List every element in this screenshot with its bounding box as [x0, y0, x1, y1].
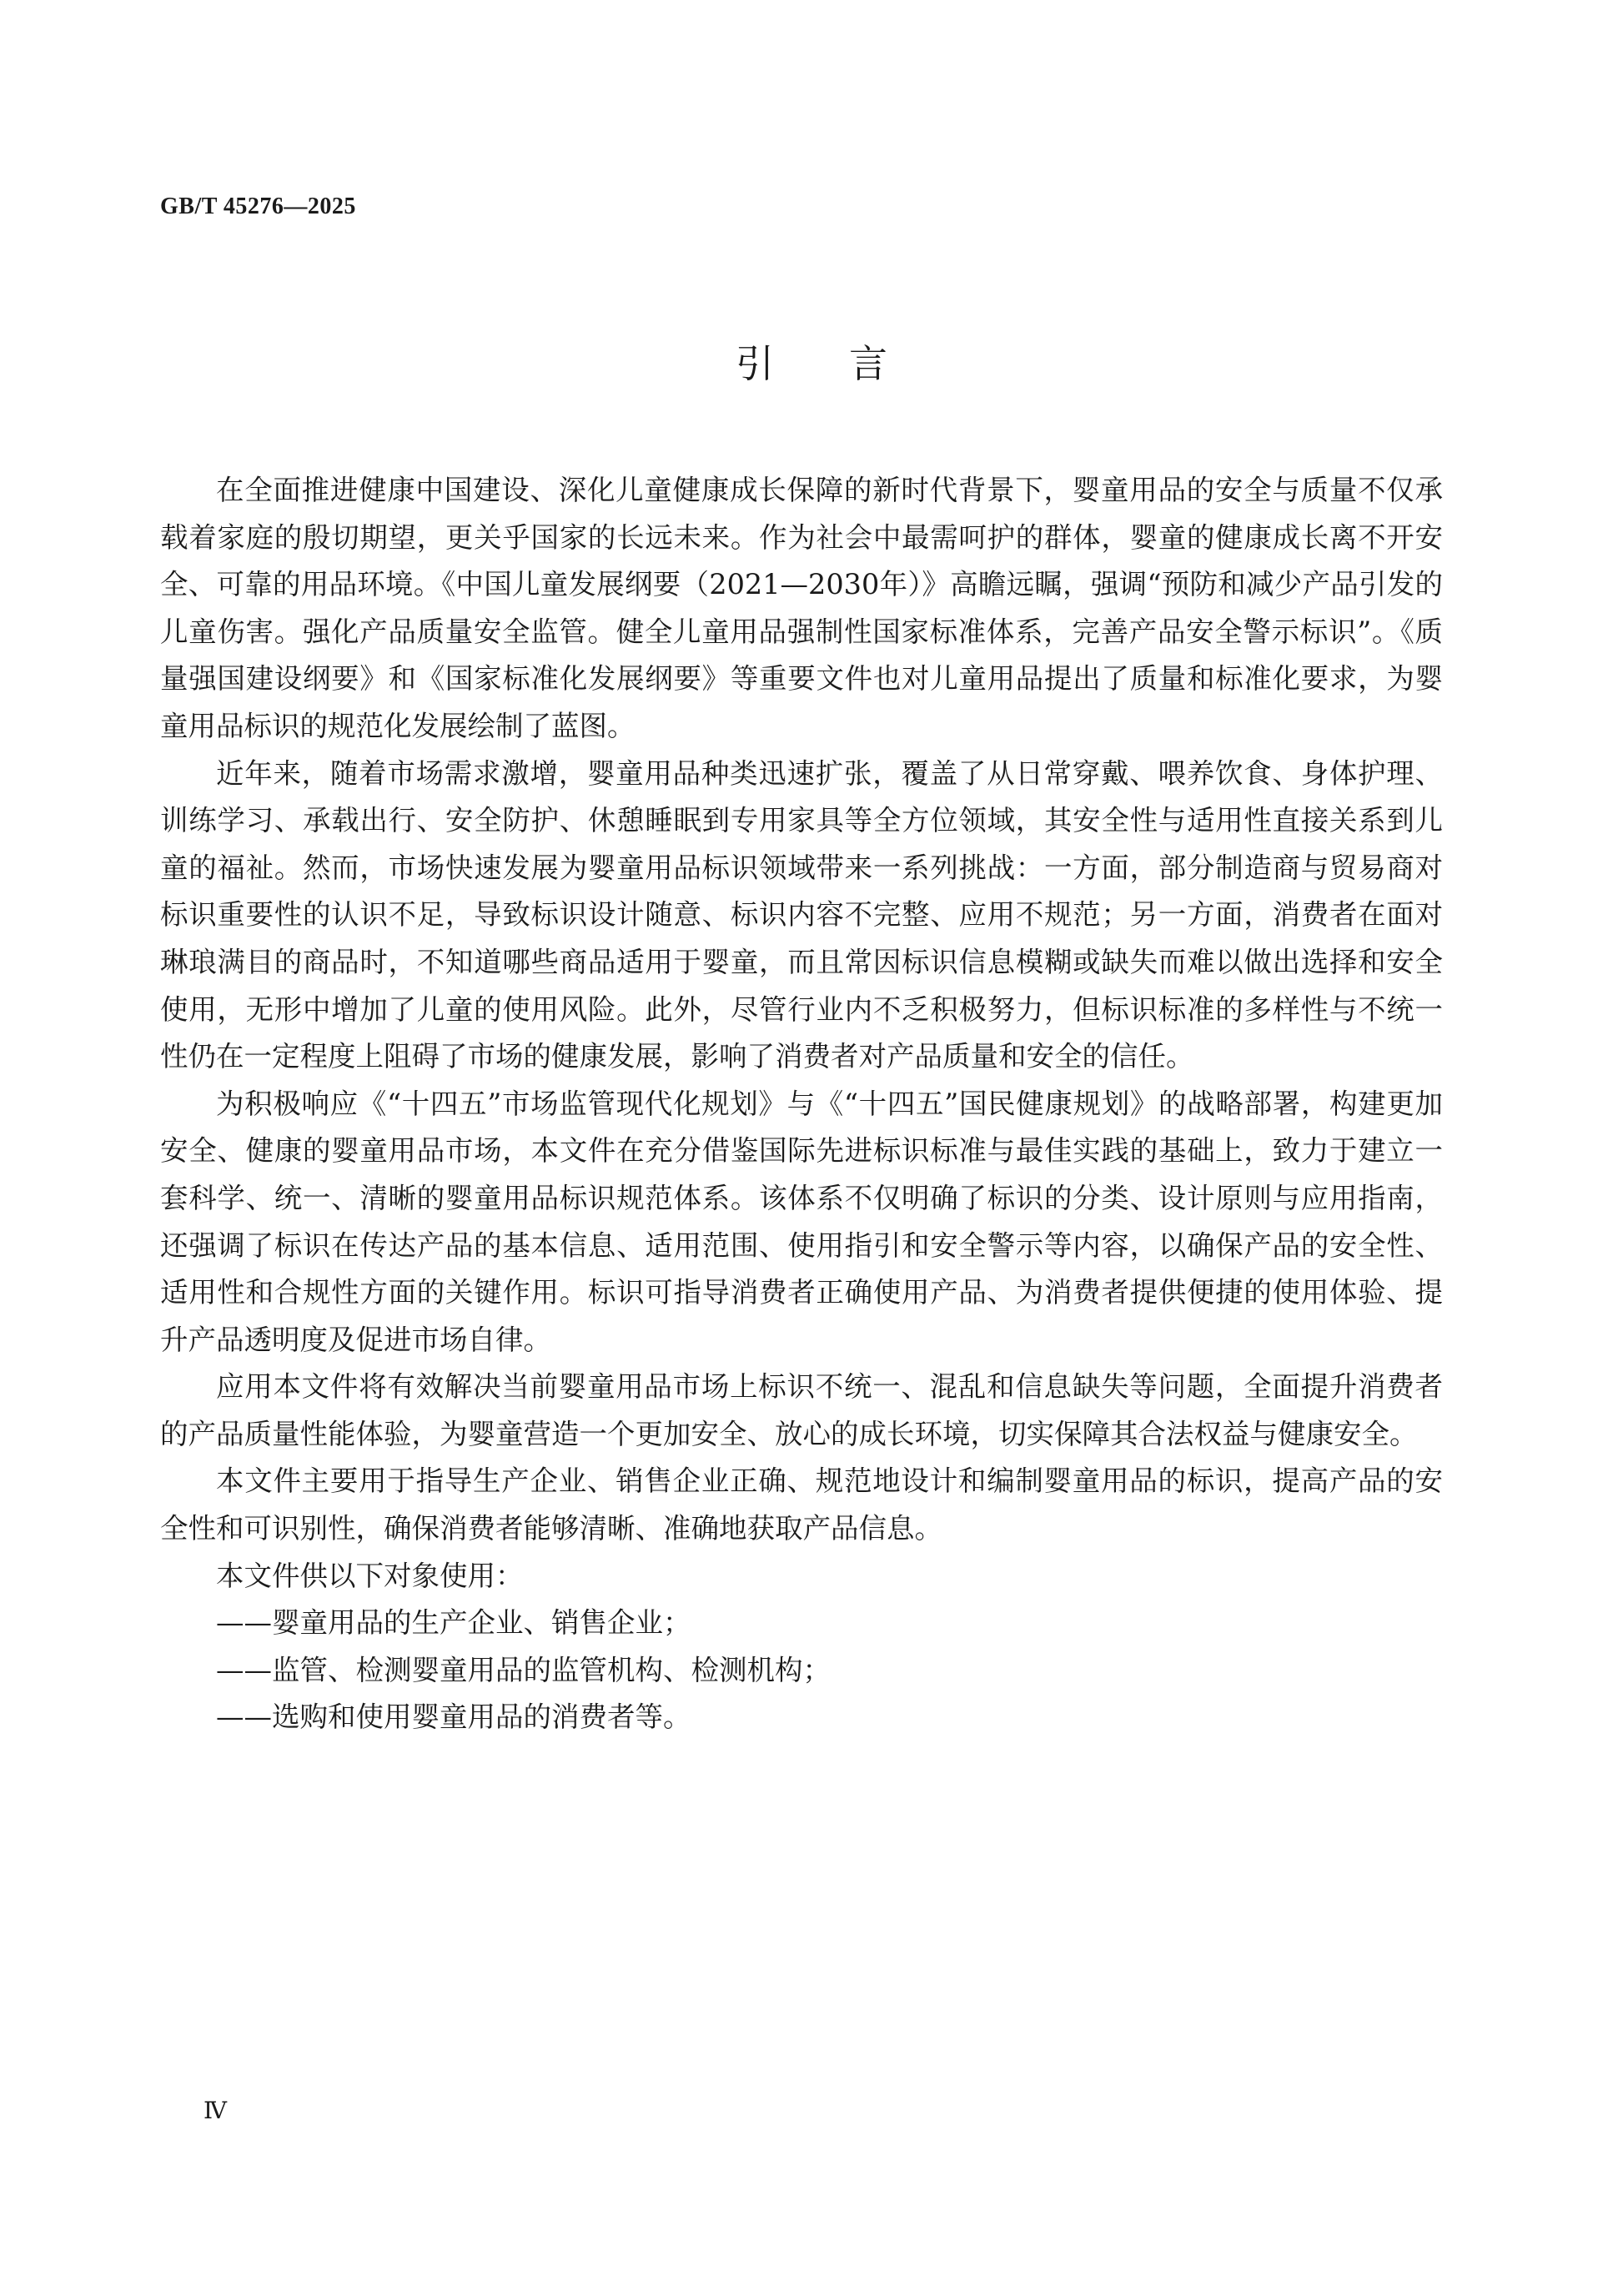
document-code: GB/T 45276—2025 — [160, 193, 356, 219]
paragraph: 近年来，随着市场需求激增，婴童用品种类迅速扩张，覆盖了从日常穿戴、喂养饮食、身体护理、训练学习、承载出行、安全防护、休憩睡眠到专用家具等全方位领域，其安全性与适用性直接关系到儿童的福祉。然而，市场快速发展为婴童用品标识领域带来一系列挑战：一方面，部分制造商与贸易商对标识重要性的认识不足，导致标识设计随意、标识内容不完整、应用不规范；另一方面，消费者在面对琳琅满目的商品时，不知道哪些商品适用于婴童，而且常因标识信息模糊或缺失而难以做出选择和安全使用，无形中增加了儿童的使用风险。此外，尽管行业内不乏积极努力，但标识标准的多样性与不统一性仍在一定程度上阻碍了市场的健康发展，影响了消费者对产品质量和安全的信任。 — [160, 756, 1443, 1073]
paragraph: 本文件供以下对象使用： — [216, 1559, 524, 1592]
list-item: ——婴童用品的生产企业、销售企业； — [216, 1606, 691, 1640]
paragraph: 本文件主要用于指导生产企业、销售企业正确、规范地设计和编制婴童用品的标识，提高产品的安全性和可识别性，确保消费者能够清晰、准确地获取产品信息。 — [160, 1465, 1443, 1545]
paragraph: 为积极响应《“十四五”市场监管现代化规划》与《“十四五”国民健康规划》的战略部署，构建更加安全、健康的婴童用品市场，本文件在充分借鉴国际先进标识标准与最佳实践的基础上，致力于建立一套科学、统一、清晰的婴童用品标识规范体系。该体系不仅明确了标识的分类、设计原则与应用指南，还强调了标识在传达产品的基本信息、适用范围、使用指引和安全警示等内容，以确保产品的安全性、适用性和合规性方面的关键作用。标识可指导消费者正确使用产品、为消费者提供便捷的使用体验、提升产品透明度及促进市场自律。 — [160, 1087, 1443, 1356]
user-list — [160, 1600, 1443, 1741]
body-text — [160, 467, 1443, 1741]
list-item: ——监管、检测婴童用品的监管机构、检测机构； — [216, 1653, 831, 1686]
paragraph: 在全面推进健康中国建设、深化儿童健康成长保障的新时代背景下，婴童用品的安全与质量不仅承载着家庭的殷切期望，更关乎国家的长远未来。作为社会中最需呵护的群体，婴童的健康成长离不开安全、可靠的用品环境。《中国儿童发展纲要（2021—2030年）》高瞻远瞩，强调“预防和减少产品引发的儿童伤害。强化产品质量安全监管。健全儿童用品强制性国家标准体系，完善产品安全警示标识”。《质量强国建设纲要》和《国家标准化发展纲要》等重要文件也对儿童用品提出了质量和标准化要求，为婴童用品标识的规范化发展绘制了蓝图。 — [160, 474, 1443, 742]
list-item: ——选购和使用婴童用品的消费者等。 — [216, 1701, 691, 1734]
page-number: Ⅳ — [204, 2098, 227, 2124]
section-title: 引言 — [736, 341, 962, 386]
paragraph: 应用本文件将有效解决当前婴童用品市场上标识不统一、混乱和信息缺失等问题，全面提升消费者的产品质量性能体验，为婴童营造一个更加安全、放心的成长环境，切实保障其合法权益与健康安全。 — [160, 1370, 1443, 1450]
